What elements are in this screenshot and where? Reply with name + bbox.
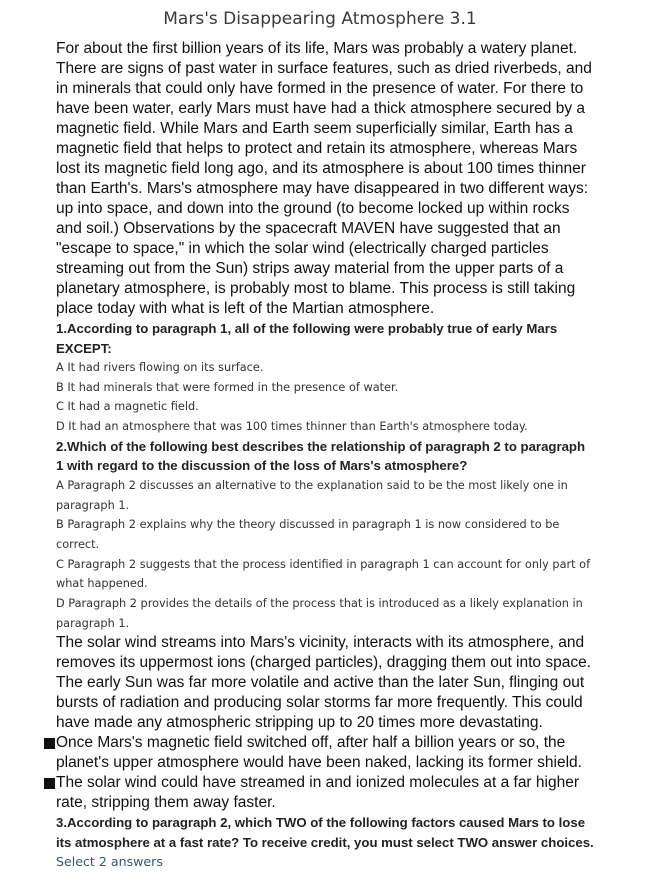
question-1-option-b[interactable]: B It had minerals that were formed in the presence of water.: [56, 380, 399, 394]
page-title: Mars's Disappearing Atmosphere 3.1: [163, 9, 477, 29]
question-2-option-a[interactable]: A Paragraph 2 discusses an alternative to the explanation said to be the most likely one in paragraph 1.: [56, 478, 568, 512]
insert-square-icon[interactable]: [44, 738, 55, 749]
question-2-option-c[interactable]: C Paragraph 2 suggests that the process identified in paragraph 1 can account for only part of what happened.: [56, 557, 591, 591]
question-1-option-a[interactable]: A It had rivers flowing on its surface.: [56, 361, 264, 374]
question-1: [56, 319, 596, 437]
question-2-text: 2.Which of the following best describes the relationship of paragraph 2 to paragraph 1 with regard to the discussion of the loss of Mars's atmosphere?: [56, 438, 586, 474]
passage-paragraph-2: The solar wind streams into Mars's vicinity, interacts with its atmosphere, and removes its uppermost ions (charged particles), dragging them out into space. The early Sun was far more volatile and active than the later Sun, flinging out bursts of radiation and producing solar storms far more frequently. This could have made any atmospheric stripping up to 20 times more devastating.: [56, 634, 592, 732]
question-2-option-b[interactable]: B Paragraph 2 explains why the theory discussed in paragraph 1 is now considered to be correct.: [56, 518, 560, 551]
insert-sentence-1: [56, 733, 596, 773]
question-1-text: 1.According to paragraph 1, all of the following were probably true of early Mars EXCEPT:: [56, 321, 558, 356]
question-1-option-d[interactable]: D It had an atmosphere that was 100 times thinner than Earth's atmosphere today.: [56, 420, 528, 434]
sentence-2-text: The solar wind could have streamed in and ionized molecules at a far higher rate, stripping them away faster.: [56, 774, 579, 812]
insert-square-icon[interactable]: [44, 778, 55, 789]
question-2: [56, 437, 596, 634]
content-column: [56, 39, 596, 872]
insert-sentence-2: [56, 773, 596, 813]
question-1-option-c[interactable]: C It had a magnetic field.: [56, 400, 199, 414]
question-3: [56, 813, 596, 872]
sentence-1-text: Once Mars's magnetic field switched off, after half a billion years or so, the planet's upper atmosphere would have been naked, lacking its former shield.: [56, 734, 582, 772]
question-3-text: 3.According to paragraph 2, which TWO of the following factors caused Mars to lose its atmosphere at a fast rate? To receive credit, you must select TWO answer choices.: [56, 815, 594, 850]
passage-paragraph-1: For about the first billion years of its life, Mars was probably a watery planet. There are signs of past water in surface features, such as dried riverbeds, and in minerals that could only have formed in the presence of water. For there to have been water, early Mars must have had a thick atmosphere secured by a magnetic field. While Mars and Earth seem superficially similar, Earth has a magnetic field that helps to protect and retain its atmosphere, whereas Mars lost its magnetic field long ago, and its atmosphere is about 100 times thinner than Earth's. Mars's atmosphere may have disappeared in two different ways: up into space, and down into the ground (to become locked up within rocks and soil.) Observations by the spacecraft MAVEN have suggested that an "escape to space," in which the solar wind (electrically charged particles streaming out from the Sun) strips away material from the upper parts of a planetary atmosphere, is probably most to blame. This process is still taking place today with what is left of the Martian atmosphere.: [56, 40, 592, 317]
select-answers-hint: Select 2 answers: [56, 854, 163, 870]
question-2-option-d[interactable]: D Paragraph 2 provides the details of the process that is introduced as a likely explanation in paragraph 1.: [56, 597, 583, 630]
